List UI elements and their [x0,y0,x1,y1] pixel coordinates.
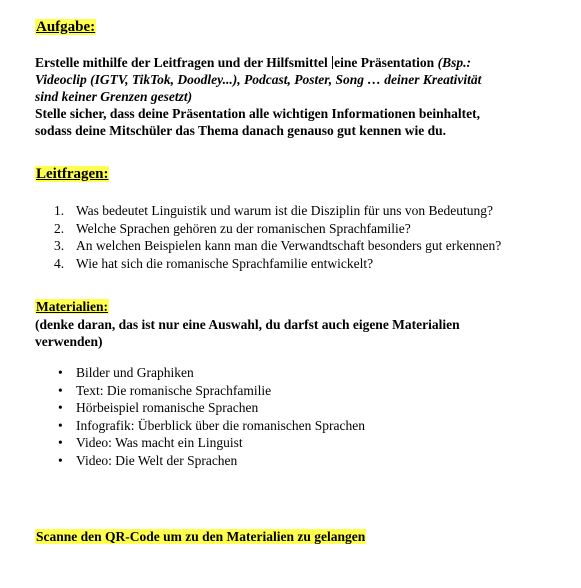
materialien-item-text: Bilder und Graphiken [76,365,194,380]
materialien-heading [35,298,109,315]
materialien-note [35,316,555,350]
materialien-heading-text: Materialien: [36,299,108,314]
materialien-item [58,417,538,435]
aufgabe-line-2 [35,71,555,88]
aufgabe-heading-text: Aufgabe: [36,19,96,35]
aufgabe-line-1 [35,54,555,71]
materialien-item-text: Hörbeispiel romanische Sprachen [76,400,259,415]
qr-instruction [35,528,366,545]
leitfragen-item-text: Welche Sprachen gehören zu der romanischen Sprachfamilie? [76,220,411,236]
bullet-icon: • [58,435,63,450]
aufgabe-heading [35,19,96,36]
bullet-icon: • [58,400,63,415]
leitfragen-item-num: 2. [54,220,65,236]
materialien-item-text: Video: Die Welt der Sprachen [76,452,238,468]
bullet-icon: • [58,452,63,468]
leitfragen-item-num: 4. [54,255,65,271]
leitfragen-item-num: 3. [54,238,65,253]
leitfragen-item [54,202,554,220]
materialien-item [58,434,538,452]
leitfragen-item-num: 1. [54,203,65,218]
leitfragen-heading [35,166,109,183]
aufgabe-line-3 [35,88,555,105]
bullet-icon: • [58,365,63,380]
bullet-icon: • [58,382,63,398]
leitfragen-item-text: Wie hat sich die romanische Sprachfamilie entwickelt? [76,255,374,271]
materialien-item [58,452,538,470]
materialien-note-line-1: (denke daran, das ist nur eine Auswahl, du darfst auch eigene Materialien [35,317,460,332]
aufgabe-line-1b: eine Präsentation [334,55,435,70]
materialien-list [58,364,538,469]
leitfragen-item [54,255,554,273]
materialien-item [58,399,538,417]
materialien-item [58,382,538,400]
materialien-note-line-2: verwenden) [35,334,103,349]
leitfragen-list [54,202,554,272]
text-cursor [332,56,333,69]
materialien-item [58,364,538,382]
bullet-icon: • [58,417,63,433]
aufgabe-line-2-italic: Videoclip (IGTV, TikTok, Doodley...), Podcast, Poster, Song … deiner Kreativität [35,72,482,87]
leitfragen-item-text: Was bedeutet Linguistik und warum ist die Disziplin für uns von Bedeutung? [76,203,493,218]
qr-instruction-text: Scanne den QR-Code um zu den Materialien zu gelangen [36,529,366,544]
leitfragen-item-text: An welchen Beispielen kann man die Verwandtschaft besonders gut erkennen? [76,238,502,253]
leitfragen-item [54,237,554,255]
aufgabe-body [35,54,555,139]
materialien-item-text: Infografik: Überblick über die romanischen Sprachen [76,417,366,433]
leitfragen-heading-text: Leitfragen: [36,166,109,182]
aufgabe-line-1-italic: (Bsp.: [434,55,471,70]
aufgabe-line-3-italic: sind keiner Grenzen gesetzt) [35,89,193,104]
materialien-item-text: Video: Was macht ein Linguist [76,435,243,450]
aufgabe-line-1a: Erstelle mithilfe der Leitfragen und der Hilfsmittel [35,55,328,70]
aufgabe-line-4: Stelle sicher, dass deine Präsentation alle wichtigen Informationen beinhaltet, [35,106,480,121]
aufgabe-line-5: sodass deine Mitschüler das Thema danach genauso gut kennen wie du. [35,123,446,138]
leitfragen-item [54,220,554,238]
materialien-item-text: Text: Die romanische Sprachfamilie [76,382,272,398]
